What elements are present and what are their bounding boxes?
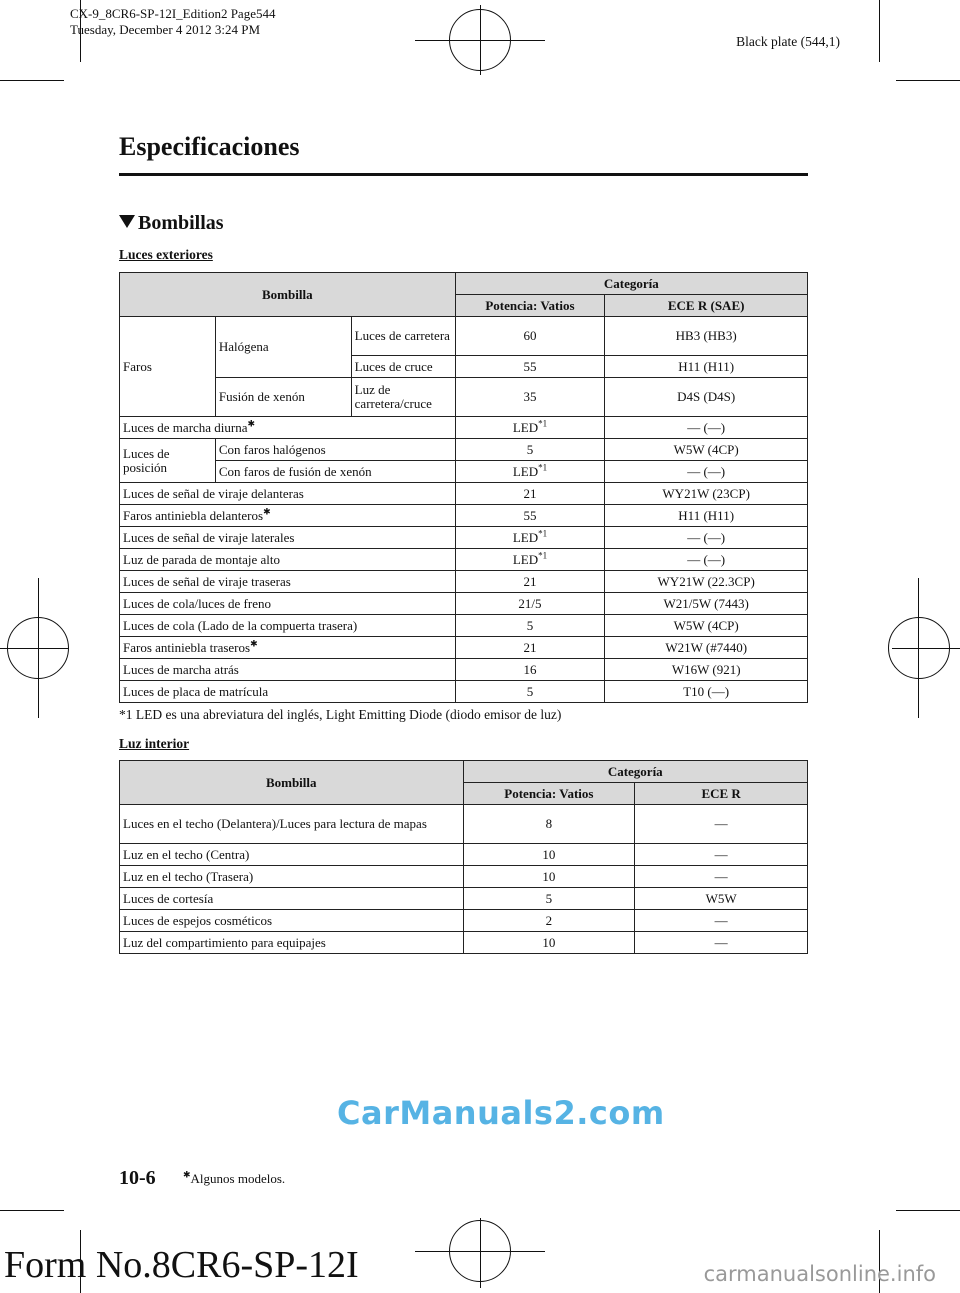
table-row [120,439,808,461]
cell-power [455,571,605,593]
col-bulb: Bombilla [120,761,464,805]
crop-mark [879,0,880,62]
cell-name: Luces de espejos cosméticos [120,910,464,932]
cell-power-text: LED [512,419,539,435]
models-note-text: Algunos modelos. [190,1171,286,1186]
cell-ece: D4S (D4S) [605,378,808,417]
cell-ece: H11 (H11) [605,356,808,378]
table-row [120,637,808,659]
cell-name [120,417,456,439]
cell-power-text: 21 [523,639,537,655]
crop-mark [896,1210,960,1211]
exterior-table [119,272,808,703]
cell-type: Luz de carretera/cruce [351,378,455,417]
cell-power: 5 [463,888,635,910]
cell-power: 2 [463,910,635,932]
cell-name-text: Luces de cola (Lado de la compuerta trasera) [123,617,358,633]
exterior-subtitle: Luces exteriores [119,247,213,262]
crop-mark [0,80,64,81]
cell-power-text: 55 [523,507,537,523]
cell-posicion: Luces de posición [120,439,216,483]
cell-power [455,615,605,637]
file-info-line2: Tuesday, December 4 2012 3:24 PM [70,22,261,37]
registration-mark [888,617,950,679]
table-row [120,681,808,703]
cell-power [455,505,605,527]
table-row [120,317,808,356]
triangle-down-icon [119,215,135,228]
section-rule [119,173,808,176]
cell-xenon: Fusión de xenón [215,378,351,417]
table-row [120,866,808,888]
models-note [183,1171,285,1187]
star-icon: ✱ [247,418,256,429]
cell-name [120,549,456,571]
cell-ece: W5W (4CP) [605,439,808,461]
cell-type: Luces de carretera [351,317,455,356]
cell-power [455,681,605,703]
cell-ece: ― [635,932,808,954]
table-row [120,593,808,615]
table-row [120,888,808,910]
cell-ece: W5W (4CP) [605,615,808,637]
table-row [120,805,808,844]
cell-power [455,461,605,483]
registration-mark [449,1220,511,1282]
cell-ece: T10 (―) [605,681,808,703]
table-row [120,549,808,571]
cell-power [455,483,605,505]
cell-name [120,659,456,681]
cell-power: 55 [455,356,605,378]
cell-name [120,681,456,703]
cell-name [120,637,456,659]
table-row [120,910,808,932]
page-number: 10-6 [119,1167,156,1189]
cell-name: Luces de cortesía [120,888,464,910]
cell-name: Con faros halógenos [215,439,455,461]
cell-ece: ― (―) [605,417,808,439]
plate-label: Black plate (544,1) [736,34,840,49]
cell-name: Luz en el techo (Centra) [120,844,464,866]
ref-mark: *1 [538,528,548,539]
cell-power [455,637,605,659]
cell-power-text: 21/5 [518,595,542,611]
cell-power-text: LED [512,463,539,479]
table-row [120,378,808,417]
crop-mark [896,80,960,81]
heading [119,212,224,235]
cell-name [120,615,456,637]
col-ece: ECE R [635,783,808,805]
cell-ece: W21/5W (7443) [605,593,808,615]
cell-power: 10 [463,932,635,954]
cell-faros: Faros [120,317,216,417]
col-category: Categoría [463,761,808,783]
cell-ece: HB3 (HB3) [605,317,808,356]
file-info-line1: CX-9_8CR6-SP-12I_Edition2 Page544 [70,6,276,21]
cell-ece: ― [635,805,808,844]
cell-name-text: Luces de placa de matrícula [123,683,269,699]
cell-name [120,483,456,505]
cell-name-text: Luces de señal de viraje traseras [123,573,291,589]
cell-power-text: 16 [523,661,537,677]
cell-ece: WY21W (23CP) [605,483,808,505]
cell-ece: ― [635,844,808,866]
cell-power-text: 21 [523,573,537,589]
ref-mark: *1 [538,462,548,473]
cell-power [455,527,605,549]
heading-text: Bombillas [138,212,224,234]
cell-name [120,505,456,527]
cell-power-text: 5 [526,683,534,699]
cell-power-text: 21 [523,485,537,501]
cell-name-text: Luces de marcha atrás [123,661,239,677]
form-number: Form No.8CR6-SP-12I [4,1244,359,1286]
cell-ece: ― (―) [605,461,808,483]
registration-mark [449,9,511,71]
cell-ece: WY21W (22.3CP) [605,571,808,593]
cell-power: 10 [463,866,635,888]
cell-power: 5 [455,439,605,461]
cell-power: 8 [463,805,635,844]
crop-mark [0,1210,64,1211]
cell-halogena: Halógena [215,317,351,378]
table-row [120,461,808,483]
cell-power: 10 [463,844,635,866]
registration-mark [7,617,69,679]
star-icon: ✱ [183,1169,191,1180]
cell-ece: ― (―) [605,549,808,571]
footnote: *1 LED es una abreviatura del inglés, Light Emitting Diode (diodo emisor de luz) [119,707,562,722]
cell-type: Luces de cruce [351,356,455,378]
col-ece: ECE R (SAE) [605,295,808,317]
cell-power: 60 [455,317,605,356]
cell-name-text: Luces de marcha diurna [123,419,248,435]
cell-name: Luces en el techo (Delantera)/Luces para lectura de mapas [120,805,464,844]
cell-power [455,417,605,439]
ref-mark: *1 [538,418,548,429]
cell-power: 35 [455,378,605,417]
table-row [120,527,808,549]
table-row [120,932,808,954]
watermark-logo: CarManuals2.com [337,1094,665,1132]
cell-power [455,549,605,571]
cell-name: Luz del compartimiento para equipajes [120,932,464,954]
table-row [120,844,808,866]
col-category: Categoría [455,273,807,295]
ref-mark: *1 [538,550,548,561]
interior-table [119,760,808,954]
file-info [70,6,275,38]
cell-power [455,659,605,681]
col-bulb: Bombilla [120,273,456,317]
cell-ece: ― [635,910,808,932]
cell-name-text: Faros antiniebla delanteros [123,507,264,523]
cell-name: Luz en el techo (Trasera) [120,866,464,888]
table-row [120,505,808,527]
col-power: Potencia: Vatios [463,783,635,805]
cell-name [120,571,456,593]
star-icon: ✱ [250,638,258,649]
col-power: Potencia: Vatios [455,295,605,317]
cell-ece: W16W (921) [605,659,808,681]
cell-power-text: LED [512,551,539,567]
cell-name-text: Faros antiniebla traseros [123,639,251,655]
table-row [120,659,808,681]
table-row [120,615,808,637]
cell-name-text: Luces de señal de viraje delanteras [123,485,304,501]
cell-ece: ― (―) [605,527,808,549]
cell-power-text: LED [512,529,539,545]
cell-name-text: Luces de señal de viraje laterales [123,529,295,545]
interior-subtitle: Luz interior [119,736,190,751]
cell-name-text: Luz de parada de montaje alto [123,551,281,567]
cell-ece: W21W (#7440) [605,637,808,659]
cell-power [455,593,605,615]
table-row [120,483,808,505]
table-row [120,417,808,439]
cell-name [120,527,456,549]
star-icon: ✱ [263,506,271,517]
cell-ece: ― [635,866,808,888]
cell-name [120,593,456,615]
cell-name: Con faros de fusión de xenón [215,461,455,483]
cell-ece: H11 (H11) [605,505,808,527]
table-row [120,571,808,593]
site-watermark: carmanualsonline.info [703,1262,936,1286]
section-title: Especificaciones [119,132,300,161]
cell-ece: W5W [635,888,808,910]
cell-name-text: Luces de cola/luces de freno [123,595,271,611]
cell-power-text: 5 [526,617,534,633]
